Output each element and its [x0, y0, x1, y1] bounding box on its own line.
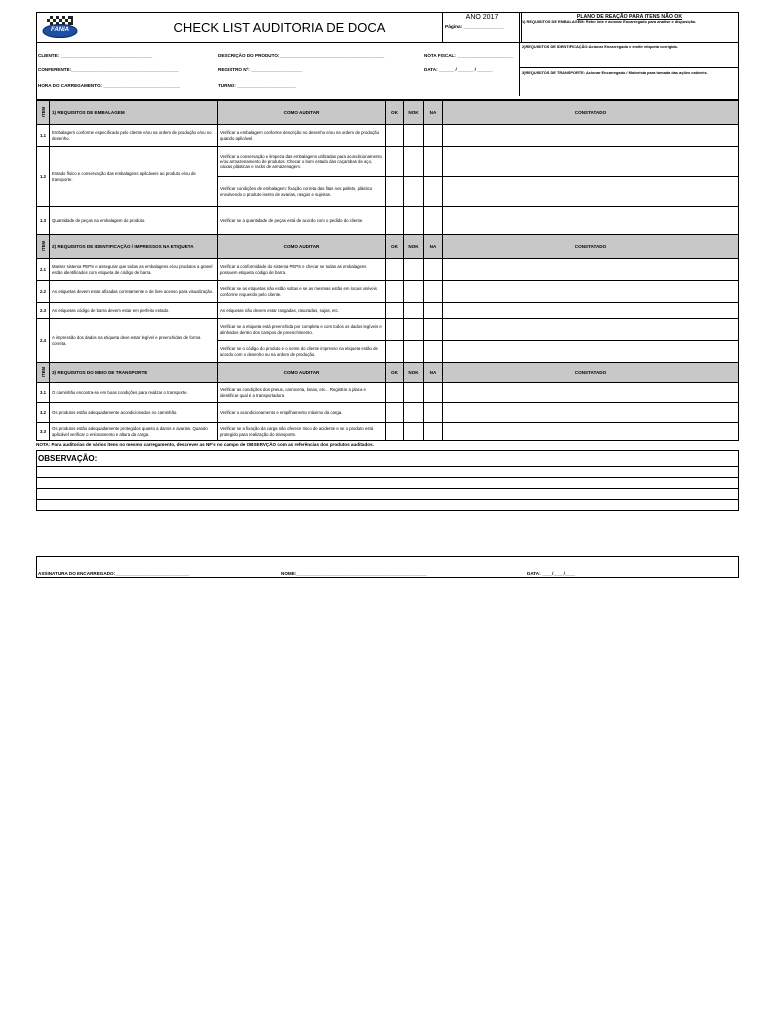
- cliente-field[interactable]: CLIENTE: ____________________________________: [38, 53, 153, 58]
- item-header: ITEM: [37, 101, 50, 125]
- como-header: COMO AUDITAR: [218, 101, 386, 125]
- constatado-cell[interactable]: [443, 403, 739, 423]
- nota-fiscal-field[interactable]: NOTA FISCAL: ______________________: [424, 53, 514, 58]
- item-number: 1.3: [37, 207, 50, 235]
- requisito-text: O caminhão encontra-se em boas condições para realizar o transporte.: [50, 383, 218, 403]
- observation-line[interactable]: [37, 489, 738, 500]
- page-field[interactable]: Página: _______________: [445, 25, 504, 30]
- requisito-text: Quantidade de peças na embalagem do produto.: [50, 207, 218, 235]
- nok-checkbox[interactable]: [404, 303, 424, 319]
- section-title: 1) REQUISITOS DE EMBALAGEM: [50, 101, 218, 125]
- requisito-text: As etiquetas código de barra devem estar em perfeito estado.: [50, 303, 218, 319]
- como-auditar-text: Verificar se a quantidade de peças está de acordo com o pedido do cliente.: [218, 207, 386, 235]
- constatado-cell[interactable]: [443, 383, 739, 403]
- item-number: 2.3: [37, 303, 50, 319]
- table-row: [37, 383, 739, 403]
- item-header: ITEM: [37, 235, 50, 259]
- item-number: 2.1: [37, 259, 50, 281]
- como-auditar-text: Verificar as condições dos pneus, carroceria, lonas, etc... Registrar a placa e identificar qual é a transportadora.: [218, 383, 386, 403]
- ok-header: OK: [386, 101, 404, 125]
- nok-checkbox[interactable]: [404, 281, 424, 303]
- section-embalagem: [36, 100, 739, 441]
- table-row: [37, 403, 739, 423]
- requisito-text: As etiquetas devem estar afixadas corretamente e de livre acesso para visualização.: [50, 281, 218, 303]
- constatado-cell[interactable]: [443, 147, 739, 177]
- nok-checkbox[interactable]: [404, 319, 424, 341]
- constatado-cell[interactable]: [443, 281, 739, 303]
- item-number: 3.2: [37, 403, 50, 423]
- table-row: [37, 423, 739, 441]
- como-auditar-text: Verificar a conformidade do sistema PEPS e checar se todas as embalagens possuem etiqueta código de barra.: [218, 259, 386, 281]
- ok-checkbox[interactable]: [386, 303, 404, 319]
- constatado-header: CONSTATADO: [443, 363, 739, 383]
- na-checkbox[interactable]: [424, 383, 443, 403]
- nok-checkbox[interactable]: [404, 341, 424, 363]
- table-row: [37, 207, 739, 235]
- na-checkbox[interactable]: [424, 341, 443, 363]
- item-number: 1.1: [37, 125, 50, 147]
- table-row: [37, 281, 739, 303]
- table-row: [37, 319, 739, 341]
- nok-checkbox[interactable]: [404, 259, 424, 281]
- ok-checkbox[interactable]: [386, 281, 404, 303]
- como-auditar-text: Verificar se as etiquetas não estão soltas e se as mesmas estão em locais visíveis conforme requerido pelo cliente.: [218, 281, 386, 303]
- como-auditar-text: Verificar o acondicionamento e empilhamento máximo da carga.: [218, 403, 386, 423]
- observation-line[interactable]: [37, 467, 738, 478]
- signature-date-field[interactable]: DATA: ____/____/____: [527, 571, 576, 576]
- year-box: [442, 13, 522, 42]
- na-checkbox[interactable]: [424, 125, 443, 147]
- na-checkbox[interactable]: [424, 281, 443, 303]
- logo-text: FANIA: [51, 27, 69, 33]
- constatado-cell[interactable]: [443, 177, 739, 207]
- signature-block: [36, 556, 739, 578]
- nok-checkbox[interactable]: [404, 403, 424, 423]
- nok-header: NOK: [404, 101, 424, 125]
- plan-item-3: 3)REQUISITOS DE TRANSPORTE: Acionar Encarregado / Motorista para tomada das ações cabíveis.: [522, 70, 708, 75]
- table-row: [37, 147, 739, 177]
- constatado-header: CONSTATADO: [443, 235, 739, 259]
- observation-line[interactable]: [37, 500, 738, 510]
- conferente-field[interactable]: CONFERENTE:__________________________________________: [38, 67, 179, 72]
- nok-checkbox[interactable]: [404, 147, 424, 177]
- ok-header: OK: [386, 235, 404, 259]
- observation-line[interactable]: [37, 478, 738, 489]
- note-text: NOTA: Para auditorias de vários itens no mesmo carregamento, descrever as NF's no campo de OBSERVÇÃO com as referências dos produtos auditados.: [36, 442, 374, 447]
- nok-header: NOK: [404, 363, 424, 383]
- nok-checkbox[interactable]: [404, 207, 424, 235]
- name-field[interactable]: NOME:___________________________________________________: [281, 571, 427, 576]
- como-auditar-text: Verificar condições de embalagem: fixação correta das fitas nos pallets, plástico envolvendo o produto isento de avarias, rasgos e sujeiras.: [218, 177, 386, 207]
- hora-field[interactable]: HORA DO CARREGAMENTO: ______________________________: [38, 83, 180, 88]
- checklist-sheet: [36, 12, 739, 511]
- item-number: 3.3: [37, 423, 50, 441]
- table-row: [37, 259, 739, 281]
- na-checkbox[interactable]: [424, 403, 443, 423]
- requisito-text: Os produtos estão adequadamente protegidos quanto a danos e avarias. Quando aplicável verificar o enlonamento e altura da carga.: [50, 423, 218, 441]
- nok-checkbox[interactable]: [404, 125, 424, 147]
- na-checkbox[interactable]: [424, 177, 443, 207]
- na-checkbox[interactable]: [424, 147, 443, 177]
- como-auditar-text: Verificar a embalagem conforme descrição no desenho e/ou na ordem de produção quando aplicável.: [218, 125, 386, 147]
- nok-checkbox[interactable]: [404, 177, 424, 207]
- ok-checkbox[interactable]: [386, 319, 404, 341]
- na-header: NA: [424, 363, 443, 383]
- como-auditar-text: Verificar se a fixação da carga não oferece risco de acidente e se o produto está protegido para realização do transporte.: [218, 423, 386, 441]
- como-auditar-text: Verificar a conservação e limpeza das embalagens utilizadas para acondicionamento e/ou armazenamento de produtos. Checar o bom estado das caçambas de aço, caixas plásticas e racks de armazenagem.: [218, 147, 386, 177]
- na-header: NA: [424, 101, 443, 125]
- item-number: 1.2: [37, 147, 50, 207]
- plan-item-1: 1) REQUISITOS DE EMBALAGEM: Reter lote e acionar Encarregado para análise e disposição.: [522, 19, 697, 24]
- requisito-text: Estado físico e conservação das embalagens aplicáveis ao produto e/ou de transporte.: [50, 147, 218, 207]
- na-checkbox[interactable]: [424, 207, 443, 235]
- constatado-cell[interactable]: [443, 207, 739, 235]
- constatado-cell[interactable]: [443, 259, 739, 281]
- como-header: COMO AUDITAR: [218, 235, 386, 259]
- nok-checkbox[interactable]: [404, 383, 424, 403]
- table-row: [37, 303, 739, 319]
- constatado-cell[interactable]: [443, 423, 739, 441]
- item-number: 2.4: [37, 319, 50, 363]
- ok-checkbox[interactable]: [386, 259, 404, 281]
- requisito-text: A impressão dos dados na etiqueta deve estar legível e preenchidas de forma correta.: [50, 319, 218, 363]
- na-checkbox[interactable]: [424, 259, 443, 281]
- constatado-cell[interactable]: [443, 319, 739, 341]
- na-header: NA: [424, 235, 443, 259]
- item-number: 2.2: [37, 281, 50, 303]
- ok-checkbox[interactable]: [386, 403, 404, 423]
- constatado-cell[interactable]: [443, 341, 739, 363]
- ok-header: OK: [386, 363, 404, 383]
- na-checkbox[interactable]: [424, 303, 443, 319]
- company-logo: [41, 15, 79, 39]
- como-header: COMO AUDITAR: [218, 363, 386, 383]
- item-number: 3.1: [37, 383, 50, 403]
- observation-box: [36, 450, 739, 511]
- constatado-header: CONSTATADO: [443, 101, 739, 125]
- como-auditar-text: As etiquetas não devem estar rasgadas, rasuradas, sujas, etc.: [218, 303, 386, 319]
- na-checkbox[interactable]: [424, 423, 443, 441]
- nok-checkbox[interactable]: [404, 423, 424, 441]
- na-checkbox[interactable]: [424, 319, 443, 341]
- observation-title: OBSERVAÇÃO:: [37, 451, 738, 467]
- plan-title: PLANO DE REAÇÃO PARA ITENS NÃO OK: [576, 14, 683, 20]
- reaction-plan: [519, 12, 739, 96]
- requisito-text: Os produtos estão adequadamente acondicionados no caminhão.: [50, 403, 218, 423]
- item-header: ITEM: [37, 363, 50, 383]
- descricao-field[interactable]: DESCRIÇÃO DO PRODUTO:_________________________________________: [218, 53, 385, 58]
- constatado-cell[interactable]: [443, 125, 739, 147]
- year-label: ANO 2017: [465, 14, 499, 21]
- como-auditar-text: Verificar se o código do produto e o nome do cliente impresso na etiqueta estão de acordo com o desenho ou na ordem de produção.: [218, 341, 386, 363]
- requisito-text: Embalagem conforme especificado pelo cliente e/ou na ordem de produção e/ou no desenho.: [50, 125, 218, 147]
- nok-header: NOK: [404, 235, 424, 259]
- section-title: 3) REQUISITOS DO MEIO DE TRANSPORTE: [50, 363, 218, 383]
- registro-field[interactable]: REGISTRO Nº: ____________________: [218, 67, 303, 72]
- requisito-text: Manter sistema PEPS e assegurar que todas as embalagens e/ou produtos a granel estão identificados com etiqueta de código de barra.: [50, 259, 218, 281]
- ok-checkbox[interactable]: [386, 207, 404, 235]
- ok-checkbox[interactable]: [386, 147, 404, 177]
- ok-checkbox[interactable]: [386, 125, 404, 147]
- turno-field[interactable]: TURNO: _______________________: [218, 83, 296, 88]
- constatado-cell[interactable]: [443, 303, 739, 319]
- page-title: CHECK LIST AUDITORIA DE DOCA: [173, 20, 386, 35]
- supervisor-signature-field[interactable]: ASSINATURA DO ENCARREGADO:_____________________________: [38, 571, 190, 576]
- data-field[interactable]: DATA: ______ / ______ / ______: [424, 67, 493, 72]
- ok-checkbox[interactable]: [386, 423, 404, 441]
- section-title: 2) REQUISITOS DE IDENTIFICAÇÃO / IMPRESSOS NA ETIQUETA: [50, 235, 218, 259]
- ok-checkbox[interactable]: [386, 177, 404, 207]
- ok-checkbox[interactable]: [386, 341, 404, 363]
- plan-item-2: 2)REQUISITOS DE IDENTIFICAÇÃO:Acionar Encarregado e emitir etiqueta corrigida.: [520, 43, 739, 68]
- ok-checkbox[interactable]: [386, 383, 404, 403]
- como-auditar-text: Verificar se a etiqueta está preenchida por completa e com todos os dados legíveis e alinhados dentro dos campos de preenchimento.: [218, 319, 386, 341]
- table-row: [37, 125, 739, 147]
